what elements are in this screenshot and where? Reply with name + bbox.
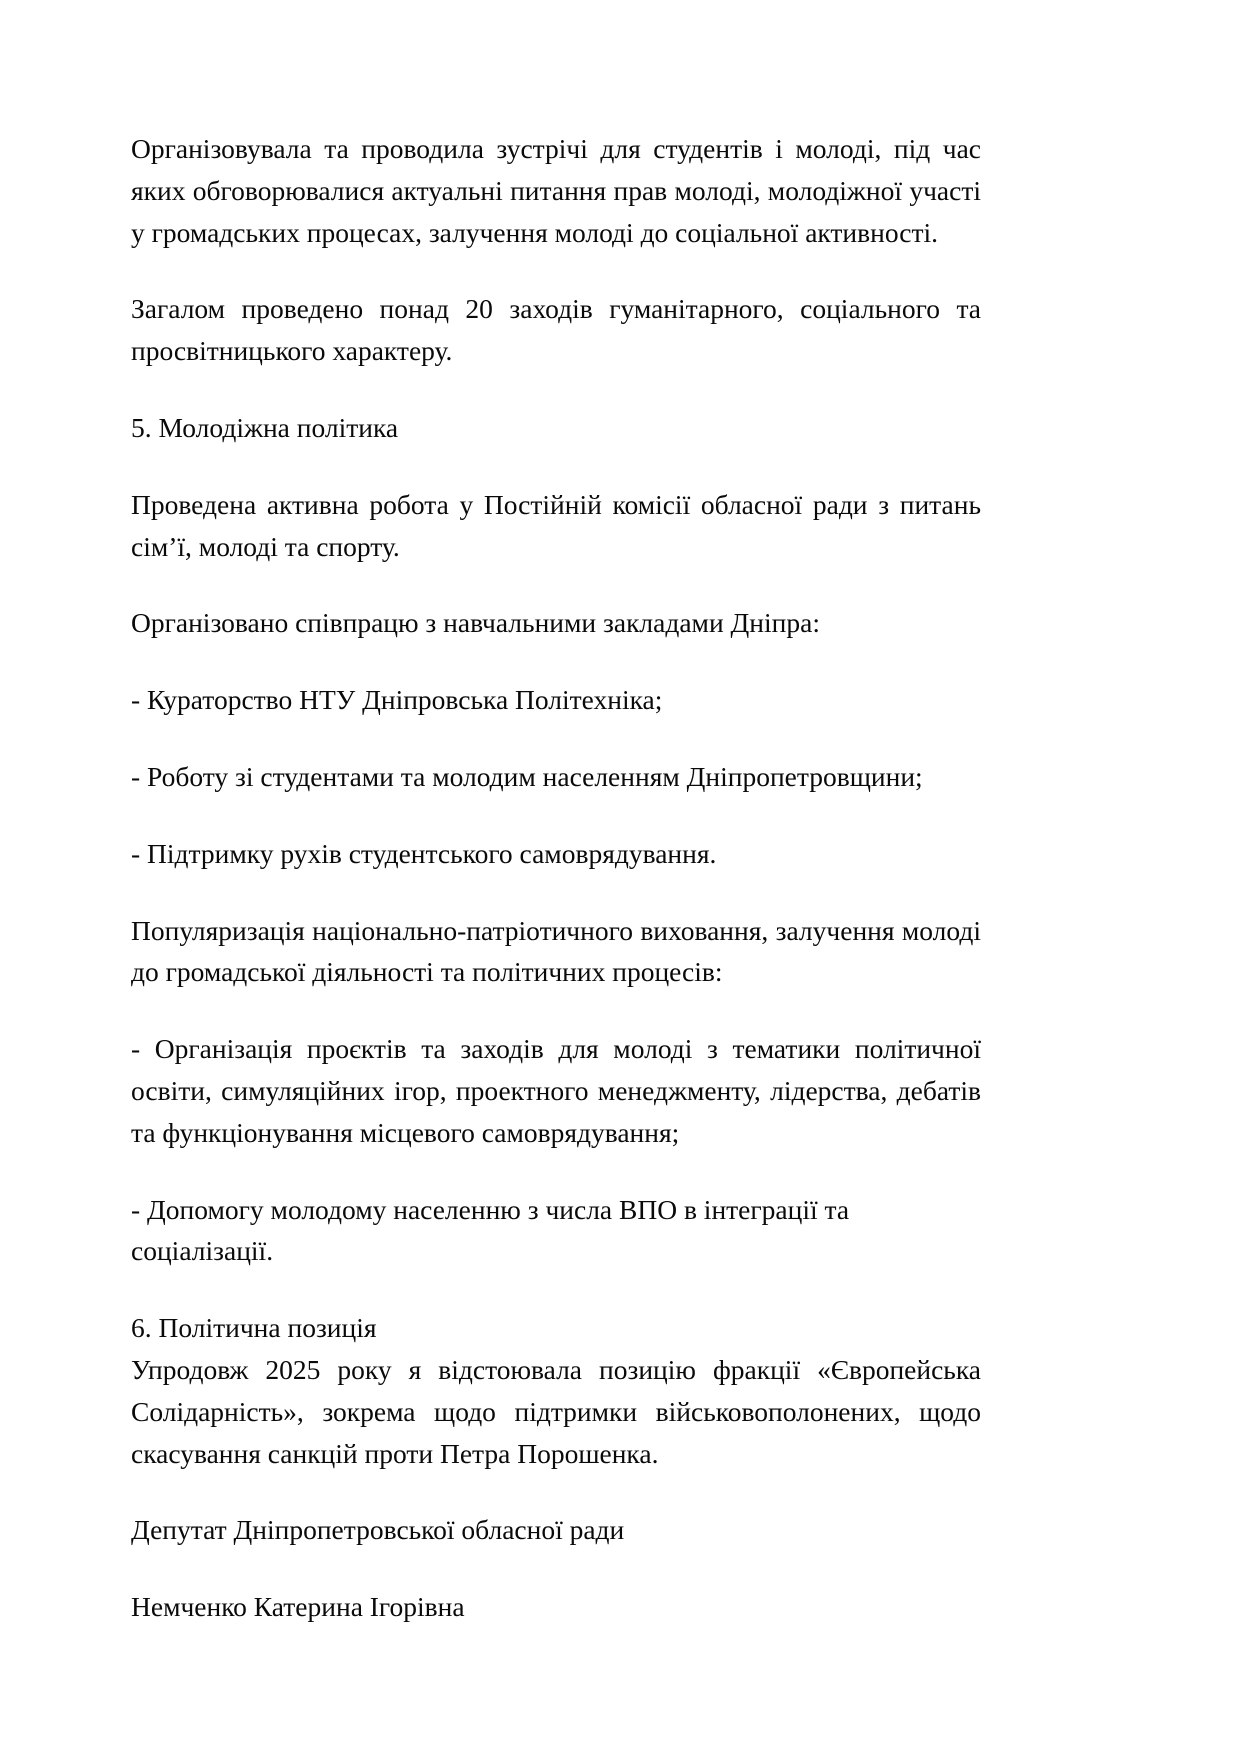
paragraph-popularization: Популяризація національно-патріотичного виховання, залучення молоді до громадської діяльності та політичних процесів: <box>131 914 981 988</box>
bullet-idp-help: - Допомогу молодому населенню з числа ВПО в інтеграції та соціалізації. <box>131 1193 850 1267</box>
heading-section-5: 5. Молодіжна політика <box>131 411 399 443</box>
signature-name: Немченко Катерина Ігорівна <box>131 1591 465 1623</box>
paragraph-total-events: Загалом проведено понад 20 заходів гуманітарного, соціального та просвітницького характеру. <box>131 293 981 367</box>
bullet-projects: - Організація проєктів та заходів для молоді з тематики політичної освіти, симуляційних ігор, проектного менеджменту, лідерства, дебатів та функціонування місцевого самоврядування; <box>131 1033 981 1148</box>
document-body <box>131 128 981 1628</box>
paragraph-cooperation-intro: Організовано співпрацю з навчальними закладами Дніпра: <box>131 607 820 639</box>
bullet-self-government: - Підтримку рухів студентського самоврядування. <box>131 837 717 869</box>
paragraph-political-position: Упродовж 2025 року я відстоювала позицію фракції «Європейська Солідарність», зокрема щодо підтримки військовополонених, щодо скасування санкцій проти Петра Порошенка. <box>131 1353 981 1469</box>
paragraph-meetings: Організовувала та проводила зустрічі для студентів і молоді, під час яких обговорювалися актуальні питання прав молоді, молодіжної участі у громадських процесах, залучення молоді до соціальної активності. <box>131 133 981 248</box>
signature-title: Депутат Дніпропетровської обласної ради <box>131 1514 625 1546</box>
bullet-students-work: - Роботу зі студентами та молодим населенням Дніпропетровщини; <box>131 760 923 792</box>
paragraph-commission: Проведена активна робота у Постійній комісії обласної ради з питань сім’ї, молоді та спорту. <box>131 488 981 562</box>
heading-section-6: 6. Політична позиція <box>131 1312 377 1344</box>
bullet-curatorship: - Кураторство НТУ Дніпровська Політехніка; <box>131 684 663 716</box>
